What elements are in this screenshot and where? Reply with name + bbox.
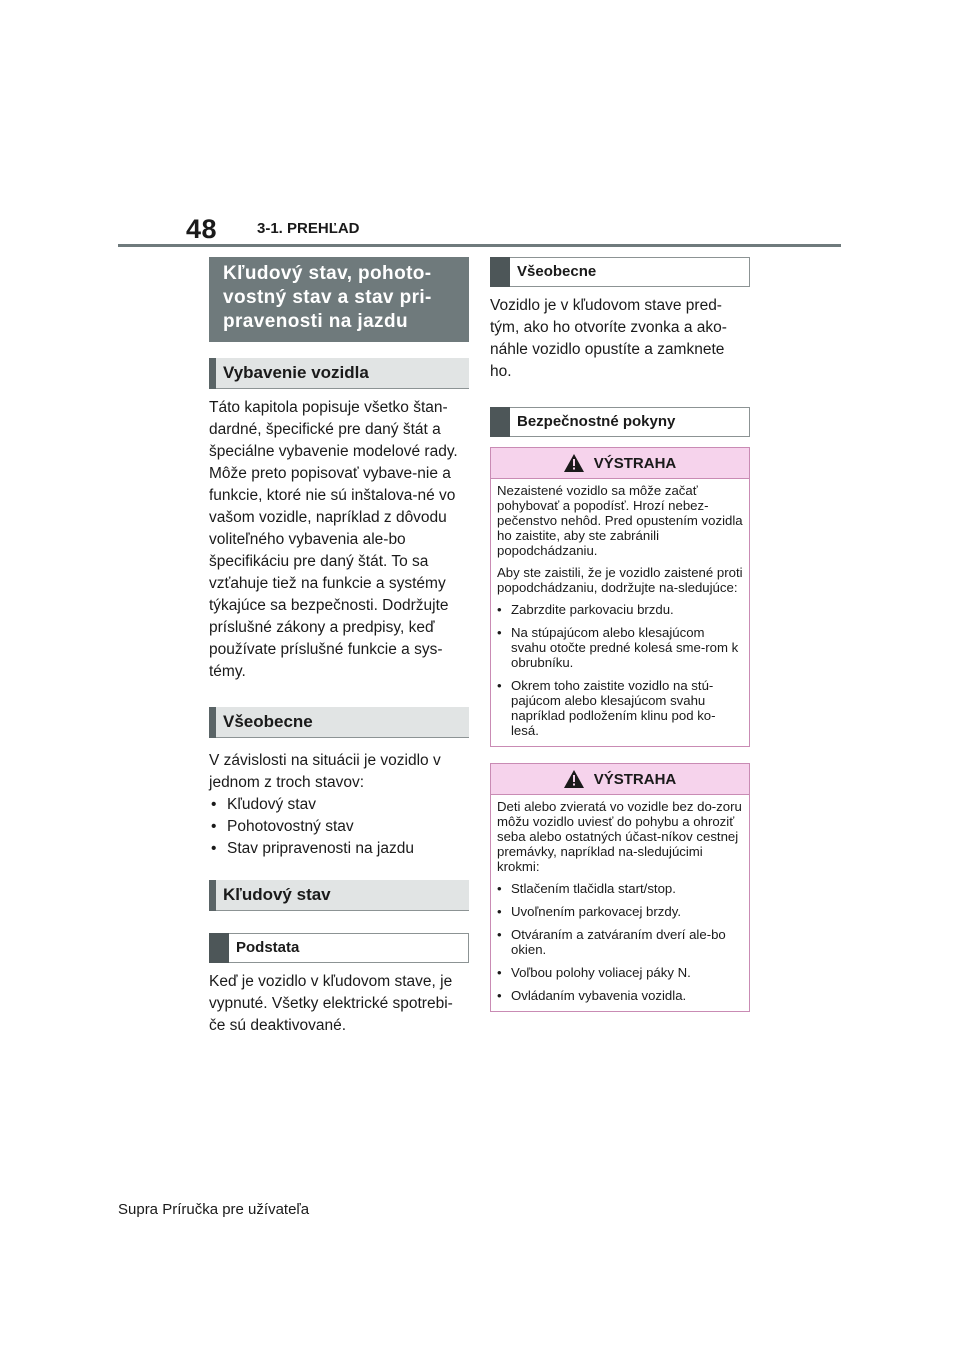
warning-text: Deti alebo zvieratá vo vozidle bez do-zoru môžu vozidlo uviesť do pohybu a ohroziť seba alebo ostatných účast-níkov cestnej premávky, napríklad na-sledujúcimi krokmi: xyxy=(497,799,742,874)
warning-list xyxy=(497,602,743,738)
text-vybavenie: Táto kapitola popisuje všetko štan-dardné, špecifické pre daný štát a špeciálne vybavenie modelové rady. Môže preto popisovať vybave-nie a funkcie, ktoré nie sú inštalova-né vo vašom vozidle, napríklad z dôvodu voliteľného vybavenia ale-bo špecifikáciu pre daný štát. To sa vzťahuje tiež na funkcie a systémy týkajúce sa bezpečnosti. Dodržujte príslušné zákony a predpisy, keď používate príslušné funkcie a sys-témy. xyxy=(209,399,458,680)
warning-title: VÝSTRAHA xyxy=(593,770,677,788)
list-item: • Otváraním a zatváraním dverí ale-bo okien. xyxy=(497,927,743,957)
right-column xyxy=(490,257,750,1012)
list-item: • Okrem toho zaistite vozidlo na stú-pajúcom alebo klesajúcom svahu napríklad podložením klinu pod ko-lesá. xyxy=(497,678,743,738)
list-vehicle-states xyxy=(209,794,469,860)
footer-text: Supra Príručka pre užívateľa xyxy=(118,1201,310,1218)
warning-body xyxy=(491,795,749,1011)
topic-bezpecnostne-pokyny: Bezpečnostné pokyny xyxy=(490,407,750,437)
list-item: • Kľudový stav xyxy=(209,794,469,816)
topic-vseobecne: Všeobecne xyxy=(490,257,750,287)
topic-podstata: Podstata xyxy=(209,933,469,963)
chapter-title: Kľudový stav, pohoto-vostný stav a stav pri-pravenosti na jazdu xyxy=(209,257,469,342)
list-item: • Ovládaním vybavenia vozidla. xyxy=(497,988,743,1003)
list-item: • Voľbou polohy voliacej páky N. xyxy=(497,965,743,980)
list-item: • Na stúpajúcom alebo klesajúcom svahu otočte predné kolesá sme-rom k obrubníku. xyxy=(497,625,743,670)
header-rule xyxy=(118,244,841,247)
list-item: • Stav pripravenosti na jazdu xyxy=(209,838,469,860)
warning-box xyxy=(490,763,750,1012)
warning-box xyxy=(490,447,750,747)
heading-vseobecne: Všeobecne xyxy=(209,707,469,738)
list-item: • Stlačením tlačidla start/stop. xyxy=(497,881,743,896)
warning-title: VÝSTRAHA xyxy=(593,454,677,472)
warning-body xyxy=(491,479,749,746)
list-item: • Pohotovostný stav xyxy=(209,816,469,838)
warning-text: Aby ste zaistili, že je vozidlo zaistené proti popodchádzaniu, dodržujte na-sledujúce: xyxy=(497,565,743,595)
text-podstata: Keď je vozidlo v kľudovom stave, je vypnuté. Všetky elektrické spotrebi-če sú deaktivované. xyxy=(209,973,453,1034)
heading-kludovy-stav: Kľudový stav xyxy=(209,880,469,911)
page-number: 48 xyxy=(186,214,218,244)
text-right-vseobecne: Vozidlo je v kľudovom stave pred-tým, ako ho otvoríte zvonka a ako-náhle vozidlo opustíte a zamknete ho. xyxy=(490,297,727,380)
section-label: 3-1. PREHĽAD xyxy=(257,220,360,237)
warning-list xyxy=(497,881,743,1003)
list-item: • Uvoľnením parkovacej brzdy. xyxy=(497,904,743,919)
left-column xyxy=(209,257,469,1037)
warning-text: Nezaistené vozidlo sa môže začať pohybovať a popodísť. Hrozí nebez-pečenstvo nehôd. Pred opustením vozidla ho zaistite, aby ste zabránili popodchádzaniu. xyxy=(497,483,743,558)
warning-triangle-icon xyxy=(564,770,584,788)
warning-header xyxy=(491,448,749,479)
text-vseobecne-intro: V závislosti na situácii je vozidlo v jednom z troch stavov: xyxy=(209,752,441,791)
heading-vybavenie: Vybavenie vozidla xyxy=(209,358,469,389)
warning-triangle-icon xyxy=(564,454,584,472)
warning-header xyxy=(491,764,749,795)
list-item: • Zabrzdite parkovaciu brzdu. xyxy=(497,602,743,617)
